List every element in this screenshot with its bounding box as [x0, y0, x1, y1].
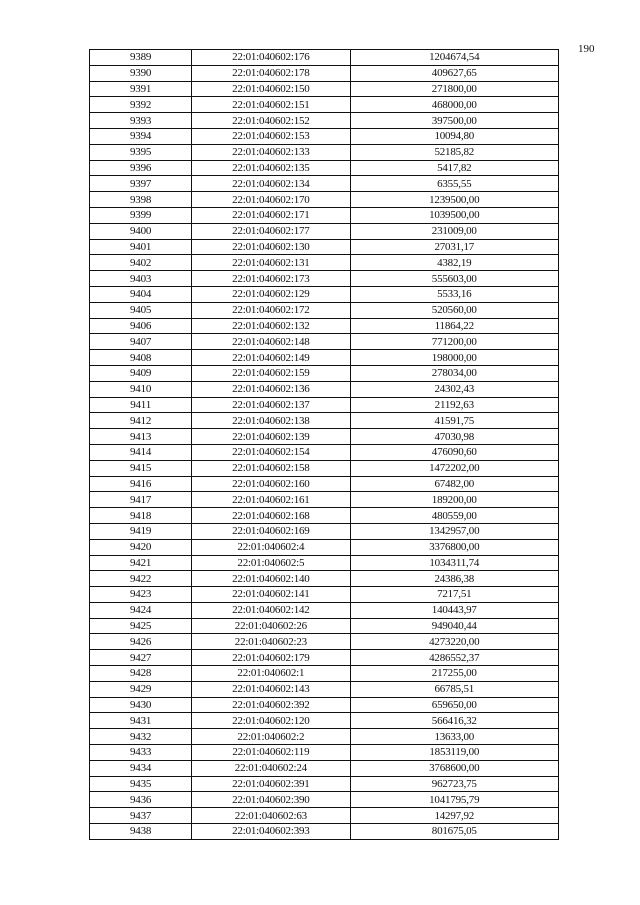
table-row	[90, 713, 559, 729]
cadastral-number-cell: 22:01:040602:161	[192, 492, 350, 508]
row-number-cell: 9406	[90, 318, 192, 334]
cadastral-number-cell: 22:01:040602:141	[192, 587, 350, 603]
cadastral-value-cell: 271800,00	[350, 81, 558, 97]
row-number-cell: 9438	[90, 824, 192, 840]
cadastral-number-cell: 22:01:040602:150	[192, 81, 350, 97]
cadastral-number-cell: 22:01:040602:159	[192, 365, 350, 381]
cadastral-value-cell: 24386,38	[350, 571, 558, 587]
row-number-cell: 9403	[90, 271, 192, 287]
cadastral-number-cell: 22:01:040602:178	[192, 65, 350, 81]
cadastral-number-cell: 22:01:040602:5	[192, 555, 350, 571]
table-row	[90, 444, 559, 460]
row-number-cell: 9426	[90, 634, 192, 650]
table-row	[90, 776, 559, 792]
cadastral-value-cell: 5417,82	[350, 160, 558, 176]
cadastral-value-table	[89, 49, 559, 840]
cadastral-value-cell: 278034,00	[350, 365, 558, 381]
row-number-cell: 9393	[90, 113, 192, 129]
row-number-cell: 9391	[90, 81, 192, 97]
cadastral-number-cell: 22:01:040602:140	[192, 571, 350, 587]
cadastral-value-cell: 4273220,00	[350, 634, 558, 650]
cadastral-number-cell: 22:01:040602:1	[192, 666, 350, 682]
cadastral-value-cell: 801675,05	[350, 824, 558, 840]
cadastral-number-cell: 22:01:040602:120	[192, 713, 350, 729]
cadastral-number-cell: 22:01:040602:142	[192, 602, 350, 618]
row-number-cell: 9410	[90, 381, 192, 397]
row-number-cell: 9389	[90, 50, 192, 66]
cadastral-number-cell: 22:01:040602:24	[192, 760, 350, 776]
cadastral-value-cell: 1239500,00	[350, 192, 558, 208]
table-row	[90, 160, 559, 176]
row-number-cell: 9424	[90, 602, 192, 618]
row-number-cell: 9432	[90, 729, 192, 745]
cadastral-number-cell: 22:01:040602:139	[192, 429, 350, 445]
cadastral-number-cell: 22:01:040602:132	[192, 318, 350, 334]
table-row	[90, 81, 559, 97]
table-row	[90, 144, 559, 160]
table-row	[90, 97, 559, 113]
row-number-cell: 9395	[90, 144, 192, 160]
row-number-cell: 9409	[90, 365, 192, 381]
cadastral-number-cell: 22:01:040602:63	[192, 808, 350, 824]
table-row	[90, 271, 559, 287]
cadastral-value-cell: 1039500,00	[350, 207, 558, 223]
page-number: 190	[578, 43, 595, 55]
cadastral-value-cell: 231009,00	[350, 223, 558, 239]
cadastral-value-cell: 198000,00	[350, 350, 558, 366]
cadastral-value-cell: 1342957,00	[350, 523, 558, 539]
row-number-cell: 9418	[90, 508, 192, 524]
cadastral-number-cell: 22:01:040602:148	[192, 334, 350, 350]
table-row	[90, 460, 559, 476]
cadastral-number-cell: 22:01:040602:176	[192, 50, 350, 66]
table-row	[90, 666, 559, 682]
cadastral-number-cell: 22:01:040602:168	[192, 508, 350, 524]
cadastral-value-cell: 659650,00	[350, 697, 558, 713]
row-number-cell: 9405	[90, 302, 192, 318]
row-number-cell: 9411	[90, 397, 192, 413]
table-row	[90, 476, 559, 492]
table-row	[90, 429, 559, 445]
cadastral-number-cell: 22:01:040602:160	[192, 476, 350, 492]
row-number-cell: 9401	[90, 239, 192, 255]
table-row	[90, 618, 559, 634]
cadastral-value-cell: 1853119,00	[350, 745, 558, 761]
row-number-cell: 9416	[90, 476, 192, 492]
cadastral-number-cell: 22:01:040602:154	[192, 444, 350, 460]
cadastral-number-cell: 22:01:040602:179	[192, 650, 350, 666]
row-number-cell: 9423	[90, 587, 192, 603]
cadastral-value-cell: 5533,16	[350, 286, 558, 302]
table-row	[90, 50, 559, 66]
row-number-cell: 9437	[90, 808, 192, 824]
table-row	[90, 760, 559, 776]
table-row	[90, 365, 559, 381]
cadastral-number-cell: 22:01:040602:392	[192, 697, 350, 713]
row-number-cell: 9428	[90, 666, 192, 682]
cadastral-number-cell: 22:01:040602:130	[192, 239, 350, 255]
table-row	[90, 113, 559, 129]
cadastral-number-cell: 22:01:040602:131	[192, 255, 350, 271]
row-number-cell: 9434	[90, 760, 192, 776]
row-number-cell: 9436	[90, 792, 192, 808]
table-row	[90, 65, 559, 81]
table-row	[90, 634, 559, 650]
cadastral-value-cell: 13633,00	[350, 729, 558, 745]
cadastral-number-cell: 22:01:040602:171	[192, 207, 350, 223]
table-row	[90, 350, 559, 366]
cadastral-number-cell: 22:01:040602:152	[192, 113, 350, 129]
row-number-cell: 9398	[90, 192, 192, 208]
cadastral-value-cell: 11864,22	[350, 318, 558, 334]
row-number-cell: 9407	[90, 334, 192, 350]
cadastral-value-cell: 6355,55	[350, 176, 558, 192]
cadastral-number-cell: 22:01:040602:2	[192, 729, 350, 745]
table-body	[90, 50, 559, 840]
cadastral-number-cell: 22:01:040602:134	[192, 176, 350, 192]
table-row	[90, 792, 559, 808]
row-number-cell: 9422	[90, 571, 192, 587]
table-row	[90, 318, 559, 334]
row-number-cell: 9402	[90, 255, 192, 271]
cadastral-value-cell: 566416,32	[350, 713, 558, 729]
cadastral-number-cell: 22:01:040602:391	[192, 776, 350, 792]
table-row	[90, 302, 559, 318]
cadastral-number-cell: 22:01:040602:138	[192, 413, 350, 429]
cadastral-value-cell: 217255,00	[350, 666, 558, 682]
table-row	[90, 255, 559, 271]
table-row	[90, 587, 559, 603]
cadastral-number-cell: 22:01:040602:153	[192, 128, 350, 144]
cadastral-value-cell: 520560,00	[350, 302, 558, 318]
row-number-cell: 9421	[90, 555, 192, 571]
row-number-cell: 9408	[90, 350, 192, 366]
cadastral-number-cell: 22:01:040602:177	[192, 223, 350, 239]
row-number-cell: 9390	[90, 65, 192, 81]
cadastral-number-cell: 22:01:040602:170	[192, 192, 350, 208]
table-row	[90, 192, 559, 208]
table-row	[90, 239, 559, 255]
cadastral-value-cell: 27031,17	[350, 239, 558, 255]
row-number-cell: 9429	[90, 681, 192, 697]
row-number-cell: 9427	[90, 650, 192, 666]
table-row	[90, 539, 559, 555]
cadastral-value-cell: 962723,75	[350, 776, 558, 792]
cadastral-number-cell: 22:01:040602:136	[192, 381, 350, 397]
table-row	[90, 223, 559, 239]
table-row	[90, 650, 559, 666]
cadastral-value-cell: 14297,92	[350, 808, 558, 824]
table-row	[90, 176, 559, 192]
table-row	[90, 697, 559, 713]
cadastral-number-cell: 22:01:040602:149	[192, 350, 350, 366]
row-number-cell: 9400	[90, 223, 192, 239]
table-row	[90, 729, 559, 745]
table-row	[90, 808, 559, 824]
cadastral-value-cell: 476090,60	[350, 444, 558, 460]
row-number-cell: 9413	[90, 429, 192, 445]
table-row	[90, 523, 559, 539]
table-row	[90, 555, 559, 571]
cadastral-value-cell: 1041795,79	[350, 792, 558, 808]
cadastral-value-cell: 771200,00	[350, 334, 558, 350]
table-row	[90, 745, 559, 761]
row-number-cell: 9430	[90, 697, 192, 713]
cadastral-value-cell: 140443,97	[350, 602, 558, 618]
cadastral-value-cell: 4382,19	[350, 255, 558, 271]
cadastral-value-cell: 1204674,54	[350, 50, 558, 66]
row-number-cell: 9404	[90, 286, 192, 302]
cadastral-value-cell: 555603,00	[350, 271, 558, 287]
cadastral-number-cell: 22:01:040602:26	[192, 618, 350, 634]
table-row	[90, 681, 559, 697]
table-row	[90, 397, 559, 413]
cadastral-value-cell: 468000,00	[350, 97, 558, 113]
row-number-cell: 9412	[90, 413, 192, 429]
cadastral-value-cell: 41591,75	[350, 413, 558, 429]
table-row	[90, 334, 559, 350]
table-row	[90, 824, 559, 840]
cadastral-value-cell: 52185,82	[350, 144, 558, 160]
cadastral-number-cell: 22:01:040602:119	[192, 745, 350, 761]
table-row	[90, 413, 559, 429]
cadastral-value-cell: 67482,00	[350, 476, 558, 492]
table-row	[90, 128, 559, 144]
table-row	[90, 381, 559, 397]
cadastral-number-cell: 22:01:040602:393	[192, 824, 350, 840]
table-row	[90, 286, 559, 302]
cadastral-value-cell: 47030,98	[350, 429, 558, 445]
cadastral-value-cell: 480559,00	[350, 508, 558, 524]
row-number-cell: 9425	[90, 618, 192, 634]
cadastral-number-cell: 22:01:040602:143	[192, 681, 350, 697]
cadastral-number-cell: 22:01:040602:158	[192, 460, 350, 476]
cadastral-value-cell: 397500,00	[350, 113, 558, 129]
cadastral-number-cell: 22:01:040602:135	[192, 160, 350, 176]
table-row	[90, 602, 559, 618]
cadastral-number-cell: 22:01:040602:129	[192, 286, 350, 302]
row-number-cell: 9415	[90, 460, 192, 476]
row-number-cell: 9396	[90, 160, 192, 176]
row-number-cell: 9419	[90, 523, 192, 539]
cadastral-value-cell: 24302,43	[350, 381, 558, 397]
row-number-cell: 9420	[90, 539, 192, 555]
cadastral-number-cell: 22:01:040602:173	[192, 271, 350, 287]
cadastral-value-cell: 1472202,00	[350, 460, 558, 476]
table-row	[90, 207, 559, 223]
cadastral-value-cell: 4286552,37	[350, 650, 558, 666]
cadastral-value-cell: 409627,65	[350, 65, 558, 81]
cadastral-value-cell: 7217,51	[350, 587, 558, 603]
cadastral-value-cell: 1034311,74	[350, 555, 558, 571]
cadastral-number-cell: 22:01:040602:137	[192, 397, 350, 413]
table-row	[90, 571, 559, 587]
row-number-cell: 9433	[90, 745, 192, 761]
row-number-cell: 9435	[90, 776, 192, 792]
cadastral-number-cell: 22:01:040602:169	[192, 523, 350, 539]
cadastral-value-cell: 189200,00	[350, 492, 558, 508]
row-number-cell: 9399	[90, 207, 192, 223]
cadastral-number-cell: 22:01:040602:172	[192, 302, 350, 318]
row-number-cell: 9417	[90, 492, 192, 508]
table-row	[90, 508, 559, 524]
cadastral-value-cell: 21192,63	[350, 397, 558, 413]
cadastral-value-cell: 3768600,00	[350, 760, 558, 776]
cadastral-number-cell: 22:01:040602:133	[192, 144, 350, 160]
row-number-cell: 9394	[90, 128, 192, 144]
row-number-cell: 9414	[90, 444, 192, 460]
row-number-cell: 9431	[90, 713, 192, 729]
cadastral-number-cell: 22:01:040602:4	[192, 539, 350, 555]
row-number-cell: 9397	[90, 176, 192, 192]
cadastral-value-cell: 3376800,00	[350, 539, 558, 555]
cadastral-number-cell: 22:01:040602:390	[192, 792, 350, 808]
row-number-cell: 9392	[90, 97, 192, 113]
cadastral-number-cell: 22:01:040602:23	[192, 634, 350, 650]
table-row	[90, 492, 559, 508]
cadastral-value-cell: 66785,51	[350, 681, 558, 697]
cadastral-number-cell: 22:01:040602:151	[192, 97, 350, 113]
cadastral-value-cell: 10094,80	[350, 128, 558, 144]
cadastral-value-cell: 949040,44	[350, 618, 558, 634]
